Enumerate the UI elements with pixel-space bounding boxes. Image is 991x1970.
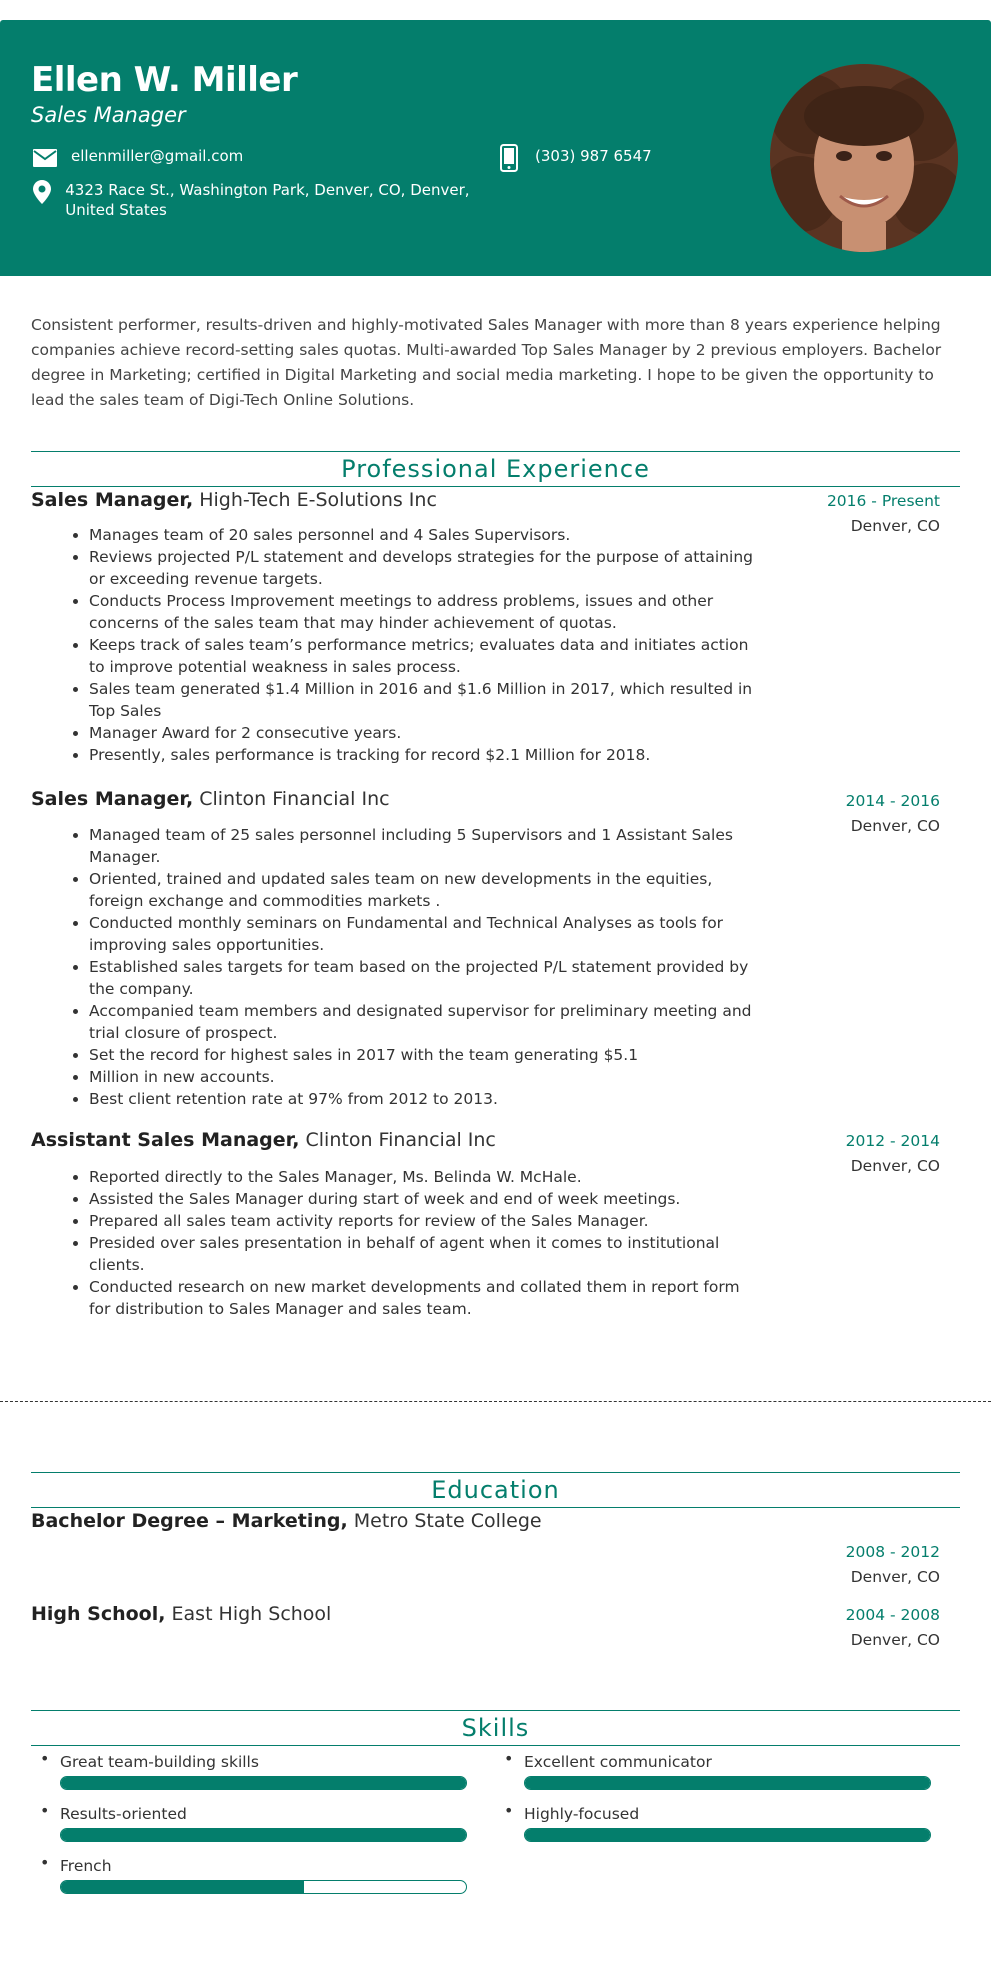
experience-heading-text: Professional Experience <box>341 455 650 483</box>
education-section-heading <box>31 1472 960 1508</box>
resume-header <box>0 20 991 276</box>
education-degree: Bachelor Degree – Marketing, <box>31 1510 348 1532</box>
candidate-title: Sales Manager <box>31 103 186 127</box>
list-item: • Best client retention rate at 97% from 2012 to 2013. <box>89 1088 759 1110</box>
profile-summary: Consistent performer, results-driven and highly-motivated Sales Manager with more than 8 years experience helping companies achieve record-setting sales quotas. Multi-awarded Top Sales Manager by 2 previous employers. Bachelor degree in Marketing; certified in Digital Marketing and social media marketing. I hope to be given the opportunity to lead the sales team of Digi-Tech Online Solutions. <box>31 316 942 409</box>
list-item: • Oriented, trained and updated sales team on new developments in the equities, foreign exchange and commodities markets . <box>89 868 759 912</box>
skill-level-bar <box>524 1828 931 1842</box>
skill-level-fill <box>61 1881 304 1893</box>
experience-section-heading <box>31 451 960 487</box>
education-dates: 2008 - 2012 <box>845 1543 940 1561</box>
address-contact <box>31 180 471 220</box>
list-item: • Keeps track of sales team’s performance metrics; evaluates data and initiates action to improve potential weakness in sales process. <box>89 634 759 678</box>
skill-level-bar <box>60 1880 467 1894</box>
job-bullets-2 <box>65 824 759 1110</box>
list-item: • Prepared all sales team activity reports for review of the Sales Manager. <box>89 1210 759 1232</box>
education-location: Denver, CO <box>850 1568 940 1586</box>
job-role: Sales Manager, <box>31 788 194 810</box>
education-school: Metro State College <box>353 1510 542 1532</box>
list-item: • Presided over sales presentation in behalf of agent when it comes to institutional clients. <box>89 1232 759 1276</box>
envelope-icon <box>31 146 59 170</box>
job-role: Sales Manager, <box>31 489 194 511</box>
skill-level-fill <box>525 1829 930 1841</box>
job-location: Denver, CO <box>850 517 940 535</box>
list-item: • Conducted research on new market developments and collated them in report form for distribution to Sales Manager and sales team. <box>89 1276 759 1320</box>
list-item: • Set the record for highest sales in 2017 with the team generating $5.1 <box>89 1044 759 1066</box>
skill-level-fill <box>61 1777 466 1789</box>
address-text: 4323 Race St., Washington Park, Denver, CO, Denver, United States <box>65 181 470 219</box>
job-title-2 <box>31 788 390 810</box>
skill-name: • Great team-building skills <box>31 1752 441 1772</box>
list-item: • Million in new accounts. <box>89 1066 759 1088</box>
education-item-1 <box>31 1510 542 1532</box>
skills-section-heading <box>31 1710 960 1746</box>
skill-name: • French <box>31 1856 441 1876</box>
page-break-divider <box>0 1401 991 1402</box>
job-role: Assistant Sales Manager, <box>31 1129 300 1151</box>
skill-item <box>31 1804 441 1824</box>
list-item: • Conducts Process Improvement meetings to address problems, issues and other concerns of the sales team that may hinder achievement of quotas. <box>89 590 759 634</box>
skill-level-fill <box>525 1777 930 1789</box>
skill-item <box>31 1752 441 1772</box>
email-text[interactable]: ellenmiller@gmail.com <box>71 147 244 165</box>
job-bullets-1 <box>65 524 759 766</box>
list-item: • Manager Award for 2 consecutive years. <box>89 722 759 744</box>
skill-level-fill <box>61 1829 466 1841</box>
skill-name: • Excellent communicator <box>495 1752 905 1772</box>
skill-level-bar <box>60 1776 467 1790</box>
skill-name: • Results-oriented <box>31 1804 441 1824</box>
list-item: • Presently, sales performance is tracking for record $2.1 Million for 2018. <box>89 744 759 766</box>
phone-contact <box>495 146 652 170</box>
candidate-name: Ellen W. Miller <box>31 60 298 100</box>
job-title-1 <box>31 489 437 511</box>
education-degree: High School, <box>31 1603 166 1625</box>
email-contact <box>31 146 243 170</box>
list-item: • Assisted the Sales Manager during start of week and end of week meetings. <box>89 1188 759 1210</box>
list-item: • Reported directly to the Sales Manager, Ms. Belinda W. McHale. <box>89 1166 759 1188</box>
job-title-3 <box>31 1129 496 1151</box>
skill-item <box>31 1856 441 1876</box>
skill-item <box>495 1752 905 1772</box>
education-heading-text: Education <box>431 1476 560 1504</box>
list-item: • Managed team of 25 sales personnel including 5 Supervisors and 1 Assistant Sales Manager. <box>89 824 759 868</box>
job-dates: 2016 - Present <box>826 492 940 510</box>
job-location: Denver, CO <box>850 1157 940 1175</box>
mobile-phone-icon <box>495 146 523 170</box>
job-company: Clinton Financial Inc <box>305 1129 496 1151</box>
skill-level-bar <box>524 1776 931 1790</box>
education-dates: 2004 - 2008 <box>845 1606 940 1624</box>
job-bullets-3 <box>65 1166 759 1320</box>
list-item: • Manages team of 20 sales personnel and 4 Sales Supervisors. <box>89 524 759 546</box>
job-dates: 2012 - 2014 <box>845 1132 940 1150</box>
education-location: Denver, CO <box>850 1631 940 1649</box>
education-item-2 <box>31 1603 331 1625</box>
phone-text[interactable]: (303) 987 6547 <box>535 147 652 165</box>
job-dates: 2014 - 2016 <box>845 792 940 810</box>
list-item: • Accompanied team members and designated supervisor for preliminary meeting and trial closure of prospect. <box>89 1000 759 1044</box>
list-item: • Reviews projected P/L statement and develops strategies for the purpose of attaining or exceeding revenue targets. <box>89 546 759 590</box>
skills-heading-text: Skills <box>461 1714 530 1742</box>
profile-photo <box>770 64 958 252</box>
list-item: • Conducted monthly seminars on Fundamental and Technical Analyses as tools for improving sales opportunities. <box>89 912 759 956</box>
list-item: • Sales team generated $1.4 Million in 2016 and $1.6 Million in 2017, which resulted in Top Sales <box>89 678 759 722</box>
location-pin-icon <box>31 180 53 204</box>
list-item: • Established sales targets for team based on the projected P/L statement provided by the company. <box>89 956 759 1000</box>
skill-item <box>495 1804 905 1824</box>
job-company: Clinton Financial Inc <box>199 788 390 810</box>
job-location: Denver, CO <box>850 817 940 835</box>
job-company: High-Tech E-Solutions Inc <box>199 489 437 511</box>
skill-level-bar <box>60 1828 467 1842</box>
education-school: East High School <box>171 1603 332 1625</box>
skill-name: • Highly-focused <box>495 1804 905 1824</box>
